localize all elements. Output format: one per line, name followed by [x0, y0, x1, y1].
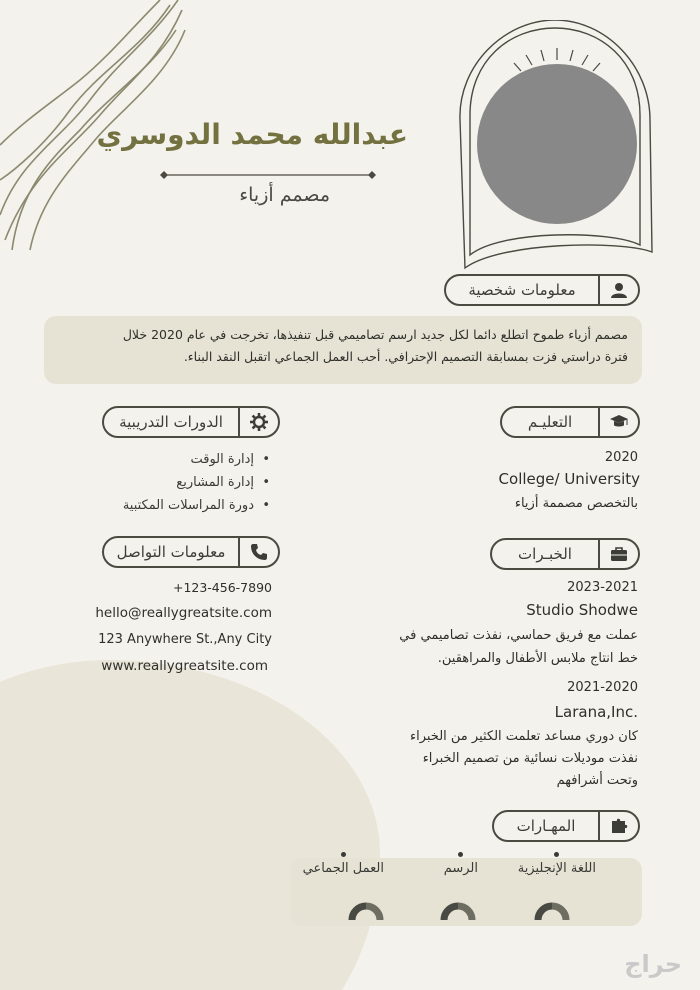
personal-summary-line-2: فترة دراستي فزت بمسابقة التصميم الإحترافي. أحب العمل الجماعي اتقبل النقد البناء.: [183, 349, 628, 364]
section-contact-header: [102, 536, 280, 568]
title-divider: [160, 168, 376, 182]
skill-gauge-remainder: [366, 906, 380, 920]
skill-gauge-remainder: [458, 906, 472, 920]
section-experience-title: الخبـرات: [518, 545, 572, 563]
skill-label: الرسم: [443, 861, 478, 876]
candidate-name: عبدالله محمد الدوسري: [96, 118, 408, 151]
education-school: College/ University: [498, 470, 640, 488]
contact-address: 123 Anywhere St.,Any City: [98, 632, 272, 647]
contact-email[interactable]: hello@reallygreatsite.com: [95, 605, 272, 621]
puzzle-icon: [598, 812, 638, 840]
gear-icon: [238, 408, 278, 436]
list-item: • إدارة المشاريع: [123, 471, 272, 494]
skill-gauge-fill: [538, 906, 552, 920]
skill-gauge-fill: [444, 906, 458, 920]
job-1-description-line-2: خط انتاج ملابس الأطفال والمراهقين.: [437, 651, 638, 666]
job-1-period: 2023-2021: [567, 580, 638, 595]
section-personal-header: [444, 274, 640, 306]
education-major: بالتخصص مصممة أزياء: [514, 496, 638, 511]
personal-summary: [44, 316, 642, 384]
list-item: • دورة المراسلات المكتبية: [123, 494, 272, 517]
courses-list: [123, 448, 272, 517]
job-1-company: Studio Shodwe: [526, 601, 638, 619]
personal-summary-line-1: مصمم أزياء طموح اتطلع دائما لكل جديد ارسم تصاميمي قبل تنفيذها، تخرجت في عام 2020 خلال: [122, 327, 628, 342]
skill-gauges: [290, 858, 642, 926]
section-courses-title: الدورات التدريبية: [119, 413, 223, 431]
skill-gauge-remainder: [552, 906, 566, 920]
skill-gauge-fill: [352, 906, 366, 920]
contact-phone[interactable]: +123-456-7890: [172, 580, 272, 595]
graduation-cap-icon: [598, 408, 638, 436]
skill-dot: [554, 852, 559, 857]
section-personal-title: معلومات شخصية: [468, 281, 576, 299]
job-2-company: Larana,Inc.: [554, 703, 638, 721]
job-2-description-line-2: نفذت موديلات نسائية من تصميم الخبراء: [422, 751, 638, 766]
watermark: حراج: [624, 950, 682, 978]
profile-photo: [440, 20, 670, 270]
job-2-description-line-3: وتحت أشرافهم: [556, 773, 638, 788]
section-contact-title: معلومات التواصل: [116, 543, 226, 561]
skills-panel: [290, 858, 642, 926]
section-skills-header: [492, 810, 640, 842]
skill-label: العمل الجماعي: [302, 861, 384, 876]
job-2-period: 2021-2020: [567, 680, 638, 695]
phone-icon: [238, 538, 278, 566]
section-education-title: التعليـم: [527, 413, 573, 431]
job-2-description-line-1: كان دوري مساعد تعلمت الكثير من الخبراء: [409, 729, 638, 744]
decorative-blob: [0, 660, 380, 990]
skill-dot: [458, 852, 463, 857]
skill-label: اللغة الإنجليزية: [517, 861, 596, 876]
skill-dot: [341, 852, 346, 857]
user-icon: [598, 276, 638, 304]
briefcase-icon: [598, 540, 638, 568]
education-year: 2020: [604, 450, 638, 465]
list-item: • إدارة الوقت: [123, 448, 272, 471]
section-education-header: [500, 406, 640, 438]
section-courses-header: [102, 406, 280, 438]
section-skills-title: المهـارات: [516, 817, 576, 835]
job-1-description-line-1: عملت مع فريق حماسي، نفذت تصاميمي في: [399, 628, 638, 643]
candidate-role: مصمم أزياء: [239, 184, 330, 206]
section-experience-header: [490, 538, 640, 570]
contact-website[interactable]: www.reallygreatsite.com: [101, 658, 268, 674]
